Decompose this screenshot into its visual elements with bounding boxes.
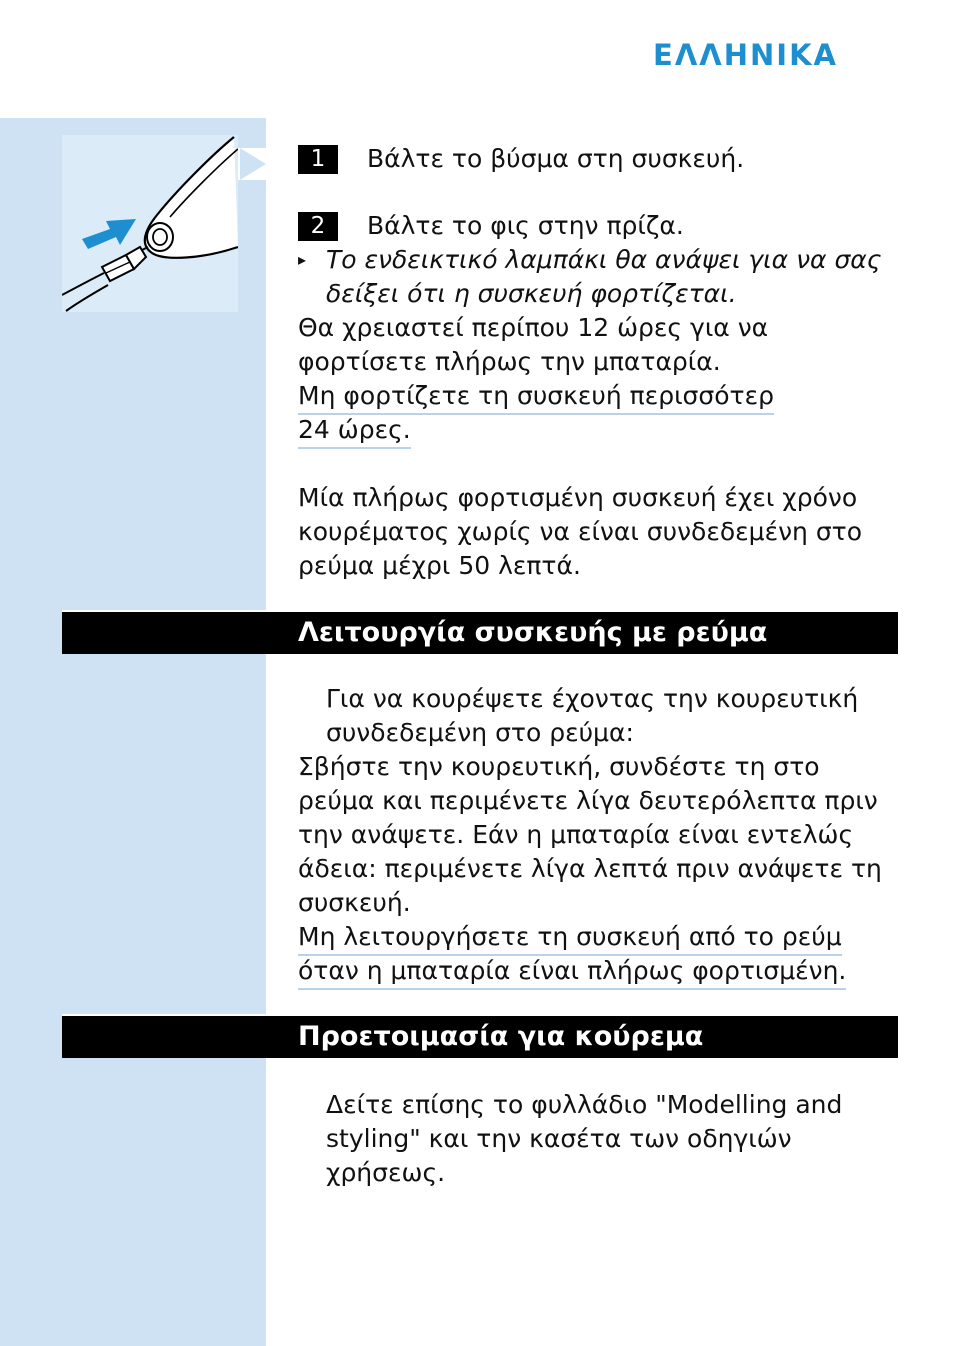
- charge-warning-line: 24 ώρες.: [298, 413, 411, 449]
- sidebar-notch: [240, 148, 266, 180]
- step-number: 2: [298, 212, 338, 241]
- mains-body-line: συσκευή.: [298, 888, 411, 917]
- mains-body-line: Σβήστε την κουρευτική, συνδέστε τη στο: [298, 752, 820, 781]
- step-text: Βάλτε το βύσμα στη συσκευή.: [367, 144, 745, 173]
- cordless-info-line: Μία πλήρως φορτισμένη συσκευή έχει χρόνο: [298, 483, 858, 512]
- mains-body-line: την ανάψετε. Εάν η μπαταρία είναι εντελώς: [298, 820, 854, 849]
- section-title: Λειτουργία συσκευής με ρεύμα: [298, 617, 768, 648]
- mains-body-line: ρεύμα και περιμένετε λίγα δευτερόλεπτα πριν: [298, 786, 878, 815]
- section-header-mains: [62, 612, 898, 654]
- cordless-info-line: ρεύμα μέχρι 50 λεπτά.: [298, 551, 581, 580]
- mains-intro-line: συνδεδεμένη στο ρεύμα:: [326, 718, 634, 747]
- prep-line: styling" και την κασέτα των οδηγιών: [326, 1124, 792, 1153]
- indicator-note-line: δείξει ότι η συσκευή φορτίζεται.: [326, 279, 737, 308]
- mains-intro-line: Για να κουρέψετε έχοντας την κουρευτική: [326, 684, 859, 713]
- indicator-note-line: Το ενδεικτικό λαμπάκι θα ανάψει για να σας: [326, 245, 882, 274]
- mains-warning-line: Μη λειτουργήσετε τη συσκευή από το ρεύμ: [298, 920, 842, 956]
- step-text: Βάλτε το φις στην πρίζα.: [367, 211, 684, 240]
- prep-line: Δείτε επίσης το φυλλάδιο "Modelling and: [326, 1090, 843, 1119]
- section-header-prep: [62, 1016, 898, 1058]
- language-header: ΕΛΛΗΝΙΚΑ: [653, 38, 838, 72]
- charge-time-line: φορτίσετε πλήρως την μπαταρία.: [298, 347, 721, 376]
- plug-into-appliance-icon: [62, 135, 238, 312]
- bullet-marker: ▸: [298, 250, 307, 269]
- mains-body-line: άδεια: περιμένετε λίγα λεπτά πριν ανάψετε τη: [298, 854, 882, 883]
- charge-warning-line: Μη φορτίζετε τη συσκευή περισσότερ: [298, 379, 774, 415]
- mains-warning-line: όταν η μπαταρία είναι πλήρως φορτισμένη.: [298, 954, 846, 990]
- prep-line: χρήσεως.: [326, 1158, 446, 1187]
- step-number: 1: [298, 145, 338, 174]
- section-title: Προετοιμασία για κούρεμα: [298, 1021, 704, 1052]
- cordless-info-line: κουρέματος χωρίς να είναι συνδεδεμένη στο: [298, 517, 863, 546]
- charge-time-line: Θα χρειαστεί περίπου 12 ώρες για να: [298, 313, 769, 342]
